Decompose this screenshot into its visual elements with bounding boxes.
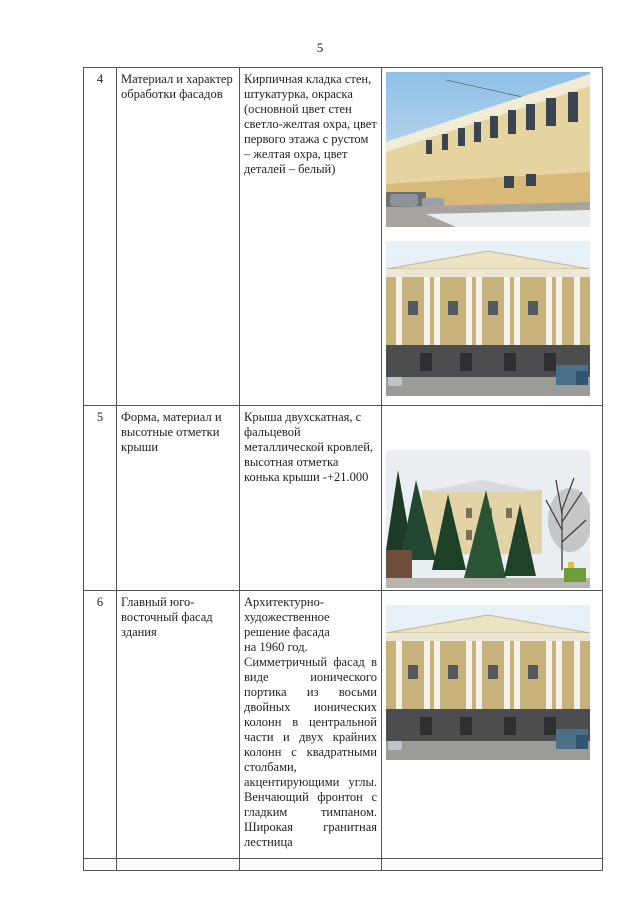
side-facade-photo	[386, 72, 590, 227]
description-paragraph: Симметричный фасад в виде ионического портика из восьми двойных ионических колонн в центральной части и двух крайних колонн с квадратными столбами, акцентирующими углы. Венчающий фронтон с гладким тимпаном. Широкая гранитная лестница	[244, 655, 377, 849]
empty-cell	[382, 859, 603, 871]
row-name: Главный юго-восточный фасад здания	[117, 591, 240, 859]
table-row	[84, 68, 603, 406]
description-line: Архитектурно-	[244, 595, 325, 609]
empty-cell	[84, 859, 117, 871]
description-line: на 1960 год.	[244, 640, 308, 654]
row-description: Крыша двухскатная, с фальцевой металлической кровлей, высотная отметка конька крыши -+21.000	[240, 406, 382, 591]
description-line: художественное	[244, 610, 330, 624]
row-description: Кирпичная кладка стен, штукатурка, окраска (основной цвет стен светло-желтая охра, цвет первого этажа с рустом – желтая охра, цвет деталей – белый)	[240, 68, 382, 406]
table-row-empty	[84, 859, 603, 871]
photo-cell	[382, 68, 603, 406]
row-description	[240, 591, 382, 859]
row-number: 4	[84, 68, 117, 406]
empty-cell	[240, 859, 382, 871]
table-row	[84, 406, 603, 591]
photo-cell	[382, 406, 603, 591]
portico-photo	[386, 241, 590, 396]
portico-photo	[386, 605, 590, 760]
empty-cell	[117, 859, 240, 871]
page-number: 5	[316, 40, 324, 55]
row-name: Форма, материал и высотные отметки крыши	[117, 406, 240, 591]
row-number: 6	[84, 591, 117, 859]
row-name: Материал и характер обработки фасадов	[117, 68, 240, 406]
table-row	[84, 591, 603, 859]
row-number: 5	[84, 406, 117, 591]
photo-cell	[382, 591, 603, 859]
roof-photo	[386, 450, 590, 588]
description-line: решение фасада	[244, 625, 330, 639]
facade-table	[83, 67, 603, 871]
